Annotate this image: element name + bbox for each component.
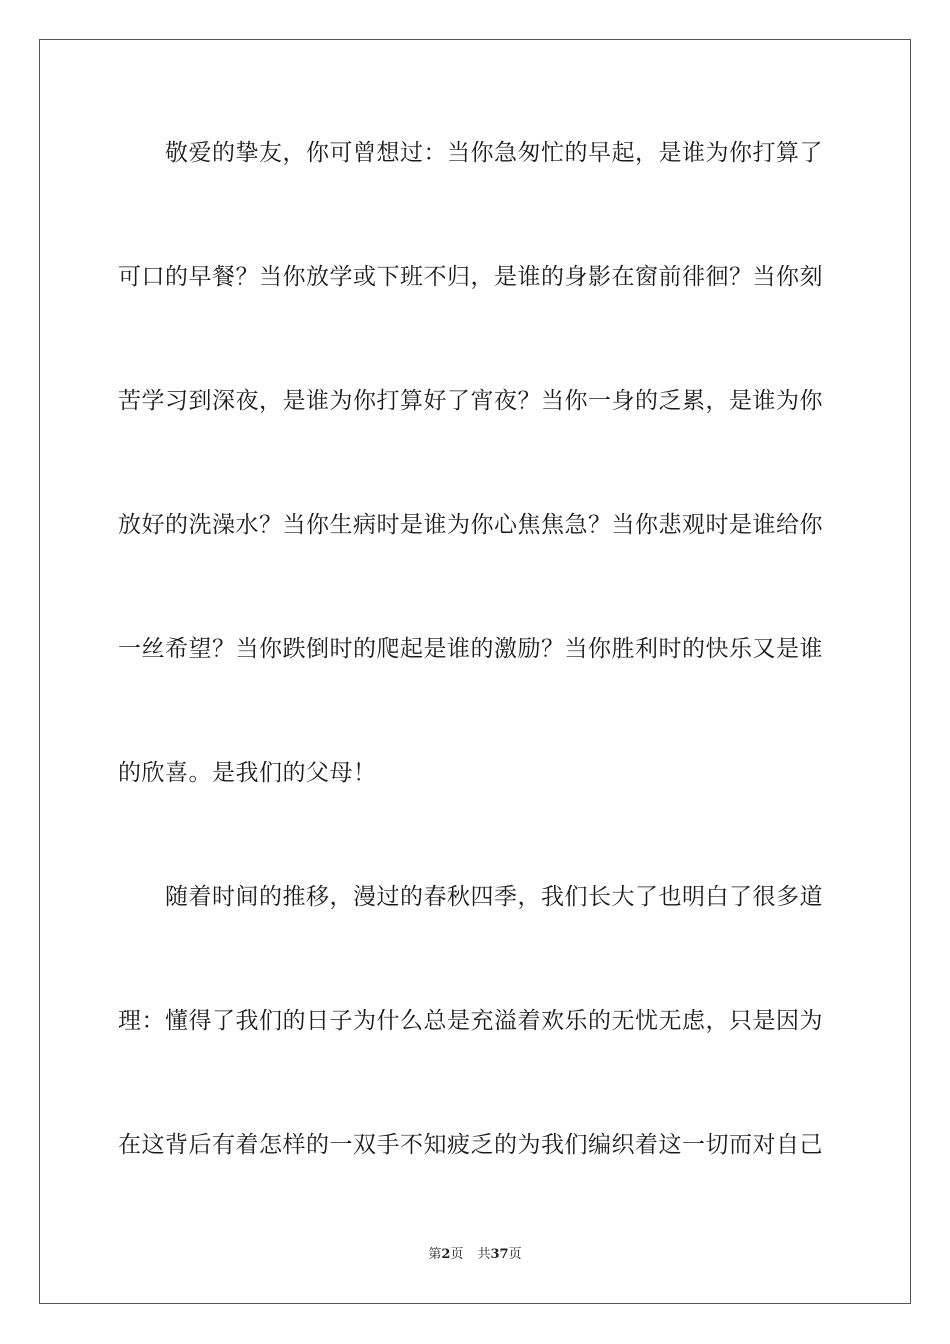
page-border [39, 39, 911, 1304]
text-line: 在这背后有着怎样的一双手不知疲乏的为我们编织着这一切而对自己 [118, 1132, 823, 1158]
text-line: 一丝希望？当你跌倒时的爬起是谁的激励？当你胜利时的快乐又是谁 [118, 636, 823, 662]
text-line: 敬爱的挚友，你可曾想过：当你急匆忙的早起，是谁为你打算了 [118, 140, 823, 166]
total-suffix: 页 [508, 1247, 522, 1262]
total-pages: 37 [490, 1247, 509, 1262]
text-line: 苦学习到深夜，是谁为你打算好了宵夜？当你一身的乏累，是谁为你 [118, 388, 823, 414]
text-line: 理：懂得了我们的日子为什么总是充溢着欢乐的无忧无虑，只是因为 [118, 1008, 823, 1034]
page-footer [0, 1246, 950, 1264]
total-prefix: 共 [477, 1247, 491, 1262]
text-line: 随着时间的推移，漫过的春秋四季，我们长大了也明白了很多道 [118, 884, 823, 910]
text-line: 放好的洗澡水？当你生病时是谁为你心焦焦急？当你悲观时是谁给你 [118, 512, 823, 538]
text-line: 可口的早餐？当你放学或下班不归，是谁的身影在窗前徘徊？当你刻 [118, 264, 823, 290]
text-line: 的欣喜。是我们的父母！ [118, 760, 377, 786]
page-prefix: 第 [428, 1247, 442, 1262]
page-suffix: 页 [450, 1247, 464, 1262]
page-number: 2 [441, 1247, 451, 1262]
